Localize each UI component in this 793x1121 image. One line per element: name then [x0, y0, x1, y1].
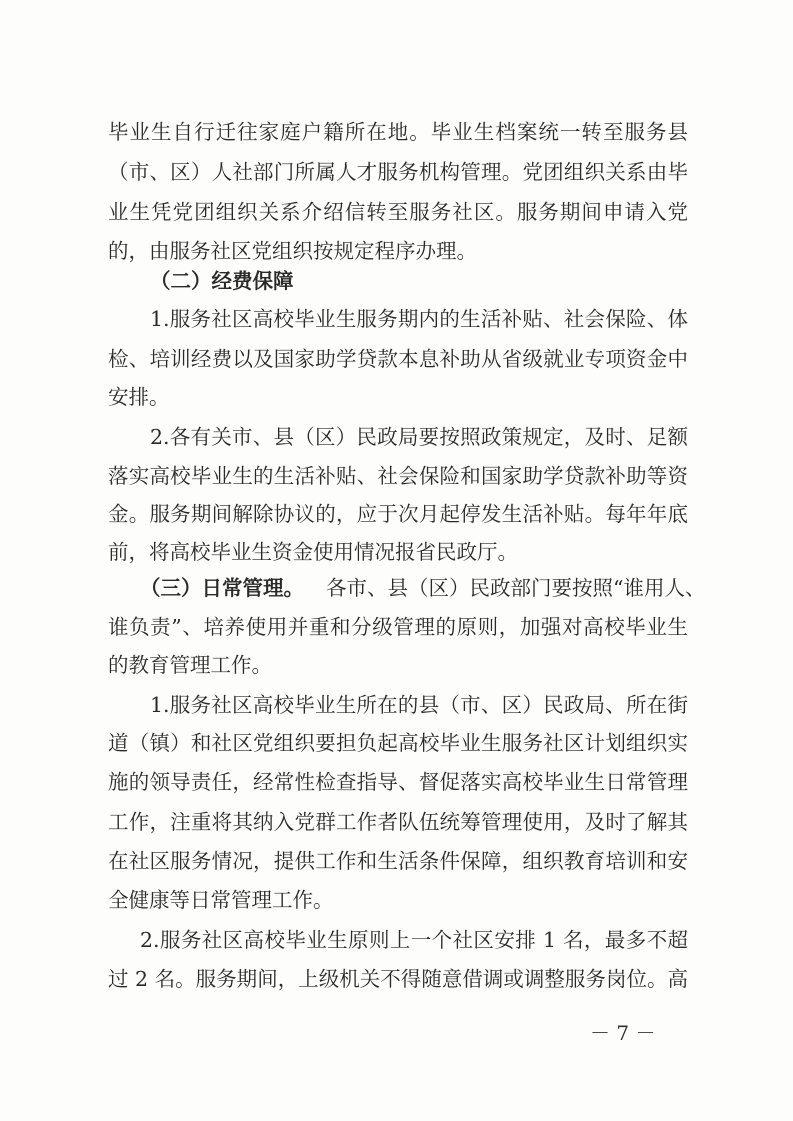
text-line: 的，由服务社区党组织按规定程序办理。	[108, 239, 477, 263]
text-line: 全健康等日常管理工作。	[108, 888, 334, 912]
text-line: 谁负责”、培养使用并重和分级管理的原则，加强对高校毕业生	[108, 615, 688, 639]
page-number: － 7 －	[590, 1021, 656, 1045]
text-line: 检、培训经费以及国家助学贷款本息补助从省级就业专项资金中	[108, 347, 688, 371]
text-line: （市、区）人社部门所属人才服务机构管理。党团组织关系由毕	[108, 160, 688, 184]
text-line: 工作，注重将其纳入党群工作者队伍统筹管理使用，及时了解其	[108, 810, 688, 834]
text-line: 的教育管理工作。	[108, 653, 272, 677]
text-line: 金。服务期间解除协议的，应于次月起停发生活补贴。每年年底	[108, 502, 688, 526]
text-line: 前，将高校毕业生资金使用情况报省民政厅。	[108, 540, 518, 564]
text-line: 1.服务社区高校毕业生服务期内的生活补贴、社会保险、体	[150, 307, 688, 331]
text-line: 2.各有关市、县（区）民政局要按照政策规定，及时、足额	[150, 425, 688, 449]
text-line: 安排。	[108, 385, 170, 409]
text-line: 落实高校毕业生的生活补贴、社会保险和国家助学贷款补助等资	[108, 464, 688, 488]
text-line: 2.服务社区高校毕业生原则上一个社区安排 1 名，最多不超	[140, 928, 688, 952]
text-line: 过 2 名。服务期间，上级机关不得随意借调或调整服务岗位。高	[108, 967, 688, 991]
text-line: 各市、县（区）民政部门要按照“谁用人、	[326, 576, 706, 600]
text-line: 业生凭党团组织关系介绍信转至服务社区。服务期间申请入党	[108, 200, 688, 224]
text-line: 在社区服务情况，提供工作和生活条件保障，组织教育培训和安	[108, 849, 688, 873]
text-line: 1.服务社区高校毕业生所在的县（市、区）民政局、所在街	[150, 693, 688, 717]
text-line: 毕业生自行迁往家庭户籍所在地。毕业生档案统一转至服务县	[108, 120, 688, 144]
section-heading: （二）经费保障	[150, 269, 294, 293]
text-line: 道（镇）和社区党组织要担负起高校毕业生服务社区计划组织实	[108, 731, 688, 755]
text-line: 施的领导责任，经常性检查指导、督促落实高校毕业生日常管理	[108, 770, 688, 794]
section-heading: （三）日常管理。	[140, 576, 304, 600]
